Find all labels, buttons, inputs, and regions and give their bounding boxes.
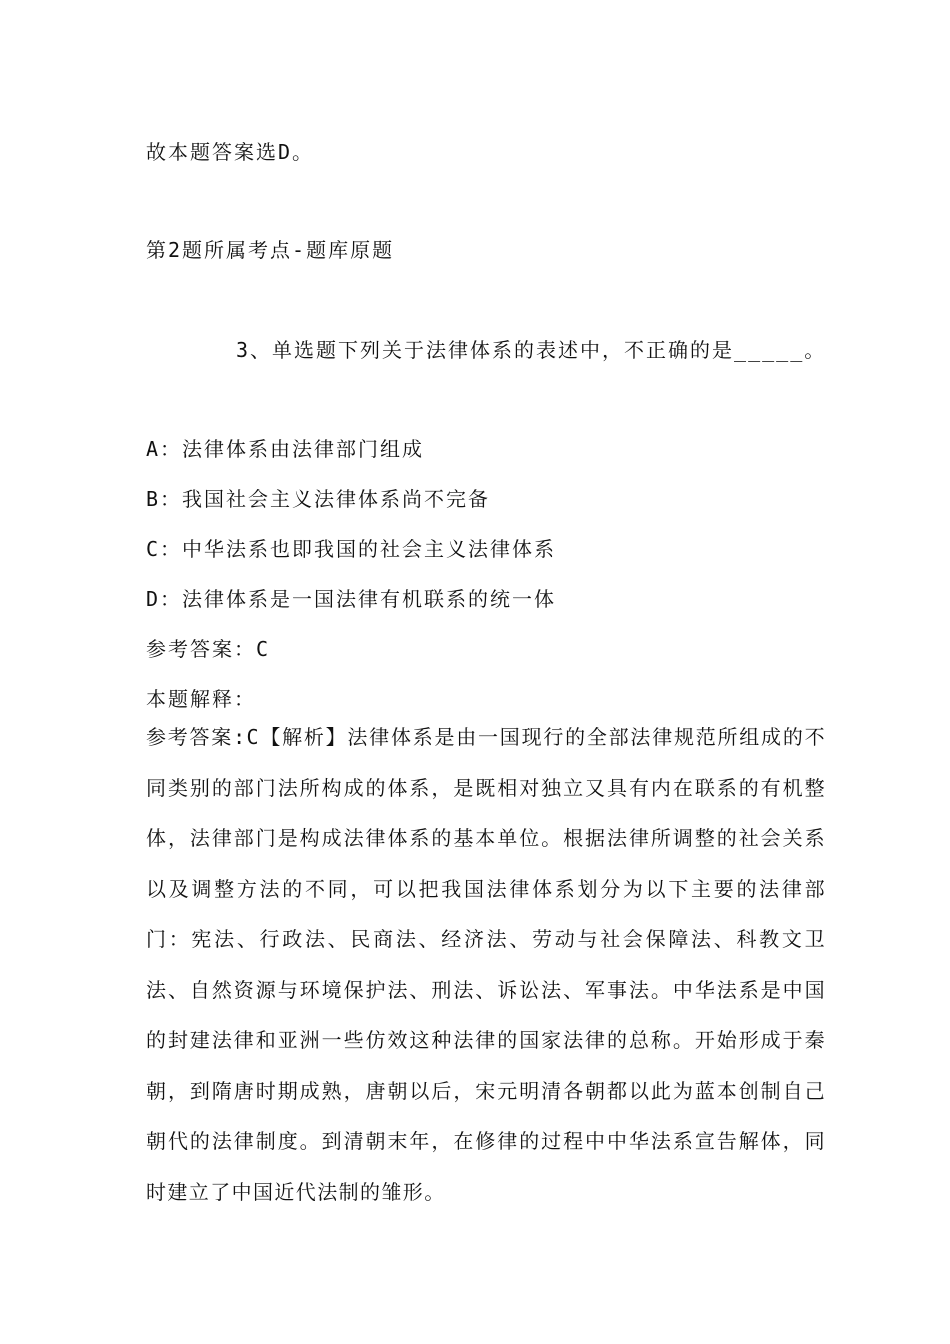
option-d: D：法律体系是一国法律有机联系的统一体	[146, 587, 557, 611]
option-b: B：我国社会主义法律体系尚不完备	[146, 487, 491, 511]
option-c: C：中华法系也即我国的社会主义法律体系	[146, 537, 557, 561]
explanation-paragraph: 参考答案:C【解析】法律体系是由一国现行的全部法律规范所组成的不同类别的部门法所构成的体系，是既相对独立又具有内在联系的有机整体，法律部门是构成法律体系的基本单位。根据法律所调整的社会关系以及调整方法的不同，可以把我国法律体系划分为以下主要的法律部门：宪法、行政法、民商法、经济法、劳动与社会保障法、科教文卫法、自然资源与环境保护法、刑法、诉讼法、军事法。中华法系是中国的封建法律和亚洲一些仿效这种法律的国家法律的总称。开始形成于秦朝，到隋唐时期成熟，唐朝以后，宋元明清各朝都以此为蓝本创制自己朝代的法律制度。到清朝末年，在修律的过程中中华法系宣告解体，同时建立了中国近代法制的雏形。	[146, 725, 826, 1204]
question-2-source: 第2题所属考点-题库原题	[146, 238, 395, 262]
explanation-label: 本题解释：	[146, 687, 256, 711]
previous-conclusion: 故本题答案选D。	[146, 140, 315, 164]
reference-answer: 参考答案：C	[146, 637, 271, 661]
option-a: A：法律体系由法律部门组成	[146, 437, 425, 461]
question-3-stem: 3、单选题下列关于法律体系的表述中，不正确的是_____。	[236, 338, 827, 362]
